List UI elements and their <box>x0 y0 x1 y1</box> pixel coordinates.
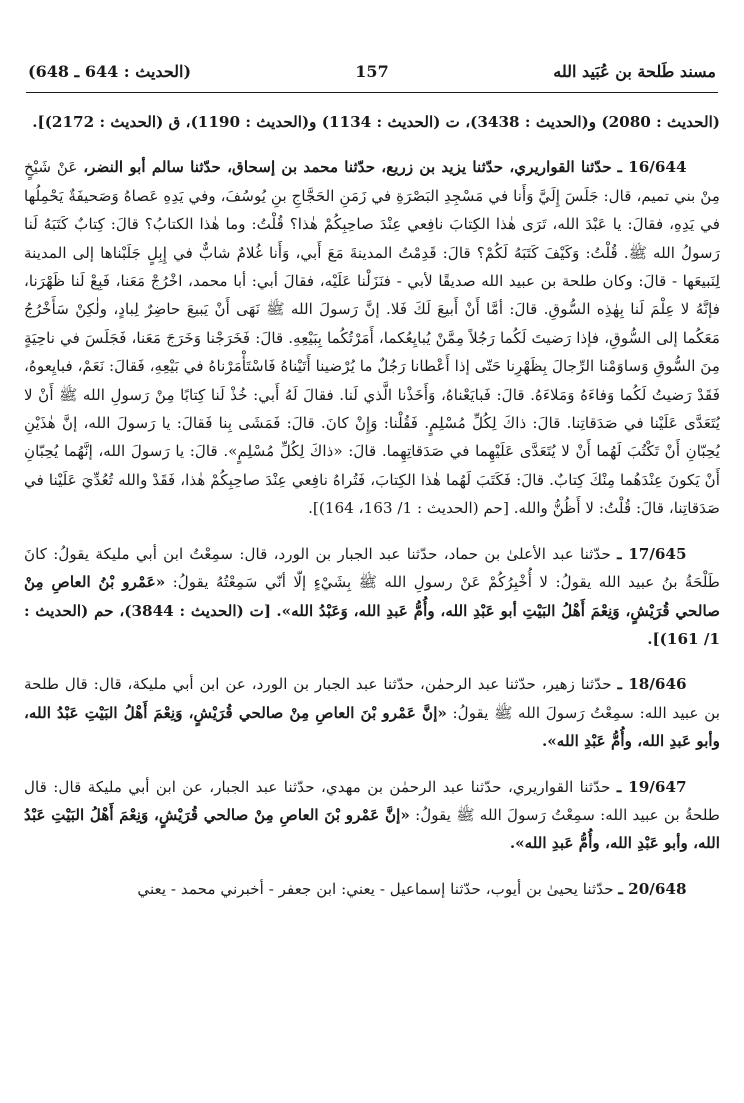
hadith-range: (الحديث : 644 ـ 648) <box>28 62 192 81</box>
hadith-text: عَنْ شَيْخٍ مِنْ بني تميم، قال: جَلَسَ إِلَيَّ وَأَنا في مَسْجِدِ البَصْرَةِ في زَمَنِ الحَجَّاجِ بنِ يُوسُفَ، وفي يَدِهِ عَصاهُ وَصَحيفَةٌ يَحْمِلُها في يَدِهِ، فقالَ: يا عَبْدَ الله، تَرَى هٰذا الكِتابَ نافِعي عِنْدَ صاحِبِكُمْ هٰذا؟ قُلْتُ: وما هٰذا الكتابُ؟ قالَ: كِتابٌ كَتَبَهُ لَنا رَسولُ الله ﷺ. قُلْتُ: وَكَيْفَ كَتَبَهُ لَكُمْ؟ قالَ: قَدِمْتُ المدينةَ مَعَ أَبي، وَأَنا غُلامٌ شابٌّ في إِبِلٍ جَلَبْناها إلى المدينة لِنَبيعَها - قالَ: وكان طلحة بن عبيد الله صديقًا لأبي - فنَزَلْنا عَلَيْه، فقالَ أبي: أبا محمد، اخْرُجْ مَعَنا، فَبِعْ لَنا ظَهْرَنا، فإنَّهُ لا عِلْمَ لَنا بِهٰذِه السُّوقِ. قالَ: أمَّا أَنْ أَبيعَ لَكَ فَلا. إنَّ رَسولَ الله ﷺ نَهَى أَنْ يَبيعَ حاضِرٌ لِبادٍ، ولٰكِنْ سَأَخْرُجُ مَعَكُما إلى السُّوقِ، فإذا رَضيتَ لَكُما رَجُلاً مِمَّنْ يُبايِعُكما، أَمَرْتُكُما بِبَيْعِهِ. قالَ: فَخَرَجْنا وَخَرَجَ مَعَنا، فَجَلَسَ في ناحِيَةٍ مِنَ السُّوقِ وَساوَمْنا الرِّجالَ بِظَهْرِنا حَتّى إذا أَعْطانا رَجُلٌ ما يُرْضينا أَتَيْناهُ فَاسْتَأْمَرْناهُ في بَيْعِهِ، فَقالَ: نَعَمْ، فبايِعوهُ، فَقَدْ رَضيتُ لَكُما وَفاءَهُ وَمَلاءَهُ. قالَ: فَبايَعْناهُ، وَأَخَذْنا الَّذي لَنا. فقالَ لَهُ أَبي: خُذْ لَنا كِتابًا مِنْ رَسولِ الله ﷺ أَنْ لا يُتَعَدَّى عَلَيْنا في صَدَقاتِنا. قالَ: ذاكَ لِكُلِّ مُسْلِمٍ. فَقُلْنا: وَإِنْ كانَ. قالَ: فَمَشَى بِنا فَقالَ: يا رَسولَ الله، إنَّ هٰذَيْنِ يُحِبّانِ أَنْ تَكْتُبَ لَهُما أَنْ لا يُتَعَدَّى عَلَيْهِما في صَدَقاتِهِما. قالَ: «ذاكَ لِكُلِّ مُسْلِمٍ». قالَ: يا رَسولَ الله، إنَّهُما يُحِبّانِ أَنْ يَكونَ عِنْدَهُما مِنْكَ كِتابٌ. قالَ: فَكَتَبَ لَهُما هٰذا الكِتابَ، فَتُراهُ نافِعي عِنْدَ صاحِبِكُمْ هٰذا، فَقَدْ والله تُعُدِّيَ عَلَيْنا في صَدَقاتِنا، قالَ: قُلْتُ: لا أَظُنُّ والله. [حم (الحديث : 1/ 163، 164)]. <box>24 158 720 518</box>
hadith-text: قال طلحة بن عبيد الله: سمِعْتُ رَسولَ الله ﷺ يقولُ: <box>24 675 720 722</box>
hadith-quote: «عَمْرو بْنُ العاصِ مِنْ صالحي قُرَيْشٍ، وَنِعْمَ أَهْلُ البَيْتِ أبو عَبْدِ الله، وأُمُّ عَبدِ الله، وَعَبْدُ الله». <box>24 573 721 620</box>
hadith-number: 19/647 ـ <box>616 777 687 796</box>
header-rule <box>26 92 718 93</box>
hadith-number: 20/648 ـ <box>618 879 687 898</box>
hadith-entry <box>24 773 720 858</box>
hadith-number: 18/646 ـ <box>617 675 687 694</box>
hadith-quote: «إنَّ عَمْرو بْنَ العاصِ مِنْ صالحي قُرَيْشٍ، وَنِعْمَ أَهْلُ البَيْتِ عَبْدُ الله، وأبو عَبدِ الله، وأُمُّ عَبْدِ الله». <box>24 703 720 751</box>
page-number: 157 <box>355 62 389 81</box>
hadith-quote: «إنَّ عَمْرو بْنَ العاصِ مِنْ صالحي قُرَيْشٍ، وَنِعْمَ أَهْلُ البَيْتِ عَبْدُ الله، وأبو عَبْدِ الله، وأُمُّ عَبدِ الله». <box>24 805 720 853</box>
book-title: مسند طَلحة بن عُبَيد الله <box>553 62 716 81</box>
continuation-reference: (الحديث : 2080) و(الحديث : 3438)، ت (الحديث : 1134) و(الحديث : 1190)، ق (الحديث : 2172)]. <box>32 113 720 131</box>
hadith-number: 16/644 ـ <box>617 158 687 177</box>
hadith-sanad: حدّثنا القواريري، حدّثنا يزيد بن زريع، حدّثنا محمد بن إسحاق، حدّثنا سالم أبو النضر، <box>83 158 612 177</box>
hadith-entry <box>24 540 720 654</box>
hadith-entry <box>24 153 720 522</box>
hadith-sanad: حدّثنا يحيىٰ بن أيوب، حدّثنا إسماعيل - يعني: ابن جعفر - أخبرني محمد - يعني <box>137 879 614 898</box>
page-body <box>24 108 720 1083</box>
page-header <box>28 62 716 86</box>
hadith-sanad: حدّثنا عبد الأعلىٰ بن حماد، حدّثنا عبد الجبار بن الورد، قال: سمِعْتُ ابن أبي مليكة <box>95 544 611 563</box>
hadith-text: يقولُ: كانَ طَلْحَةُ بنُ عبيد الله يقولُ: لا أُخْبِرُكُمْ عَنْ رسولِ الله ﷺ بِشَيْءٍ إلّا أنّي سَمِعْتُهُ يقولُ: <box>24 544 720 592</box>
hadith-text: قال: قال طلحةُ بن عبيد الله: سمِعْتُ رَسولَ الله ﷺ يقولُ: <box>24 777 721 824</box>
hadith-entry <box>24 875 720 903</box>
hadith-sanad: حدّثنا القواريري، حدّثنا عبد الرحمٰن بن مهدي، حدّثنا عبد الجبار، عن ابن أبي مليكة <box>87 777 611 796</box>
hadith-entry <box>24 670 720 755</box>
hadith-number: 17/645 ـ <box>617 544 687 563</box>
hadith-reference: [ت (الحديث : 3844)، حم (الحديث : 1/ 161)]. <box>24 601 720 648</box>
hadith-sanad: حدّثنا زهير، حدّثنا عبد الرحمٰن، حدّثنا عبد الجبار بن الورد، عن ابن أبي مليكة، قال: <box>93 675 612 694</box>
